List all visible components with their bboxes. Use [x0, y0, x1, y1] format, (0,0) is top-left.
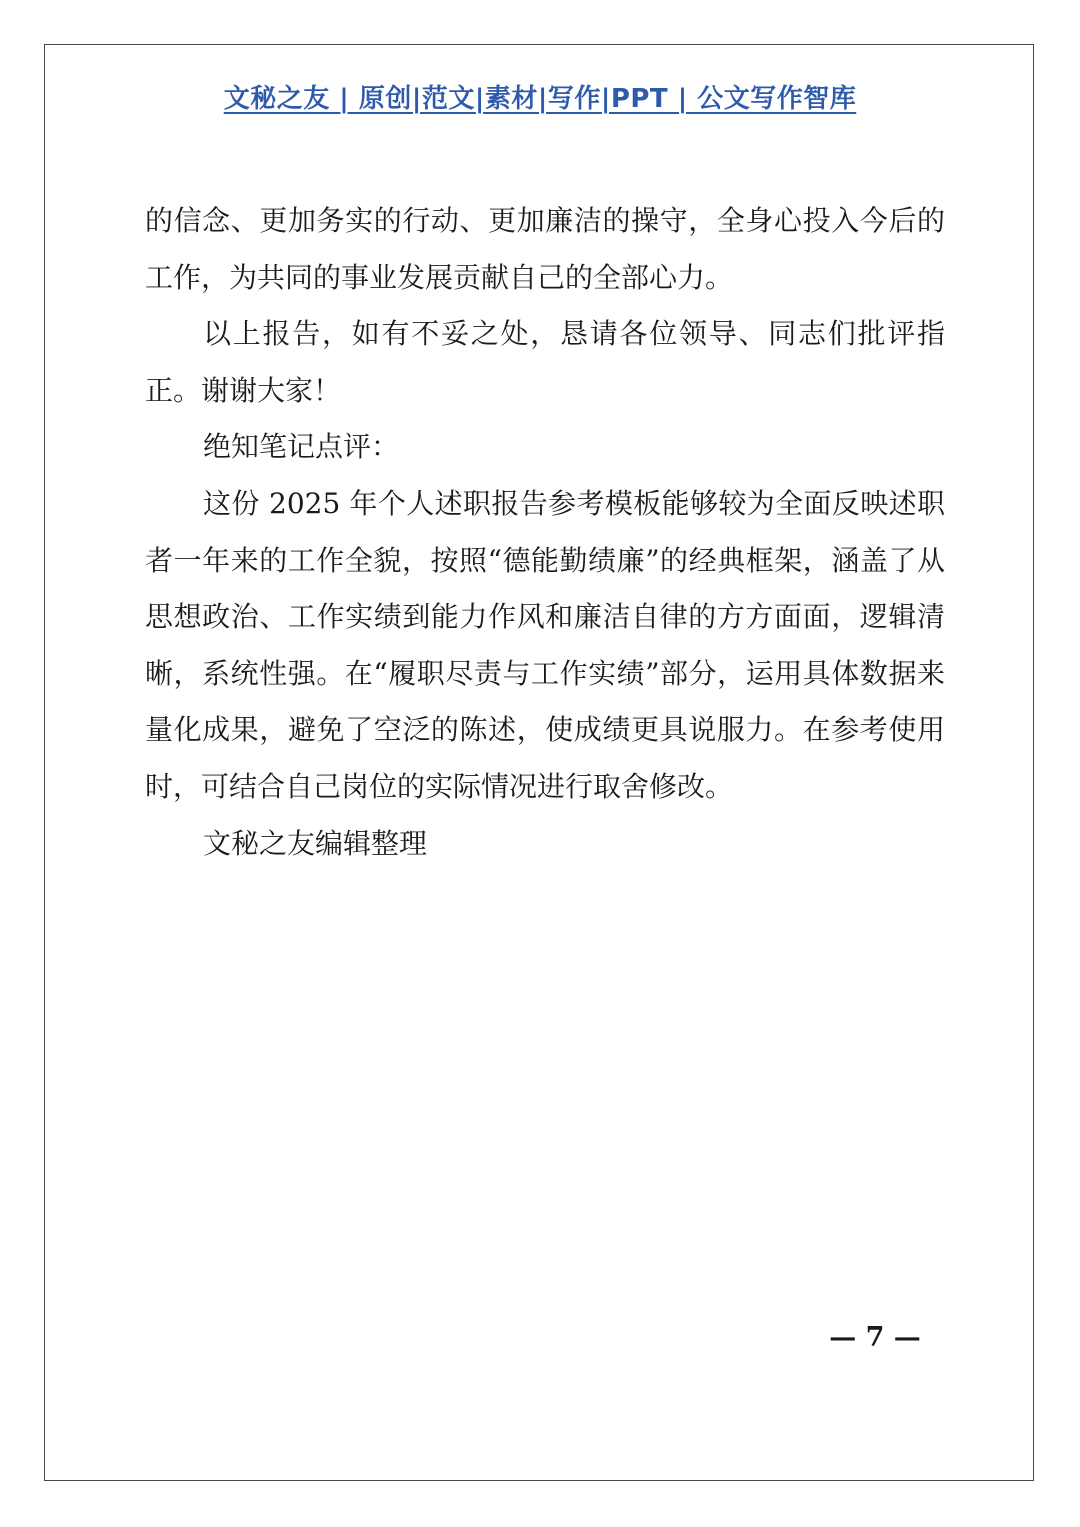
header-title-link[interactable]: 文秘之友 | 原创|范文|素材|写作|PPT | 公文写作智库 [223, 84, 857, 114]
comment-paragraph: 这份 2025 年个人述职报告参考模板能够较为全面反映述职者一年来的工作全貌，按照“德能勤绩廉”的经典框架，涵盖了从思想政治、工作实绩到能力作风和廉洁自律的方方面面，逻辑清晰，系统性强。在“履职尽责与工作实绩”部分，运用具体数据来量化成果，避免了空泛的陈述，使成绩更具说服力。在参考使用时，可结合自己岗位的实际情况进行取舍修改。 [145, 486, 945, 803]
paragraph-continuation: 的信念、更加务实的行动、更加廉洁的操守，全身心投入今后的工作，为共同的事业发展贡献自己的全部心力。 [145, 204, 945, 294]
editor-credit: 文秘之友编辑整理 [203, 826, 428, 860]
paragraph-closing: 以上报告，如有不妥之处，恳请各位领导、同志们批评指正。谢谢大家！ [145, 317, 945, 407]
document-body [145, 193, 945, 872]
page-number: — 7 — [829, 1322, 921, 1353]
comment-heading: 绝知笔记点评： [203, 430, 400, 464]
